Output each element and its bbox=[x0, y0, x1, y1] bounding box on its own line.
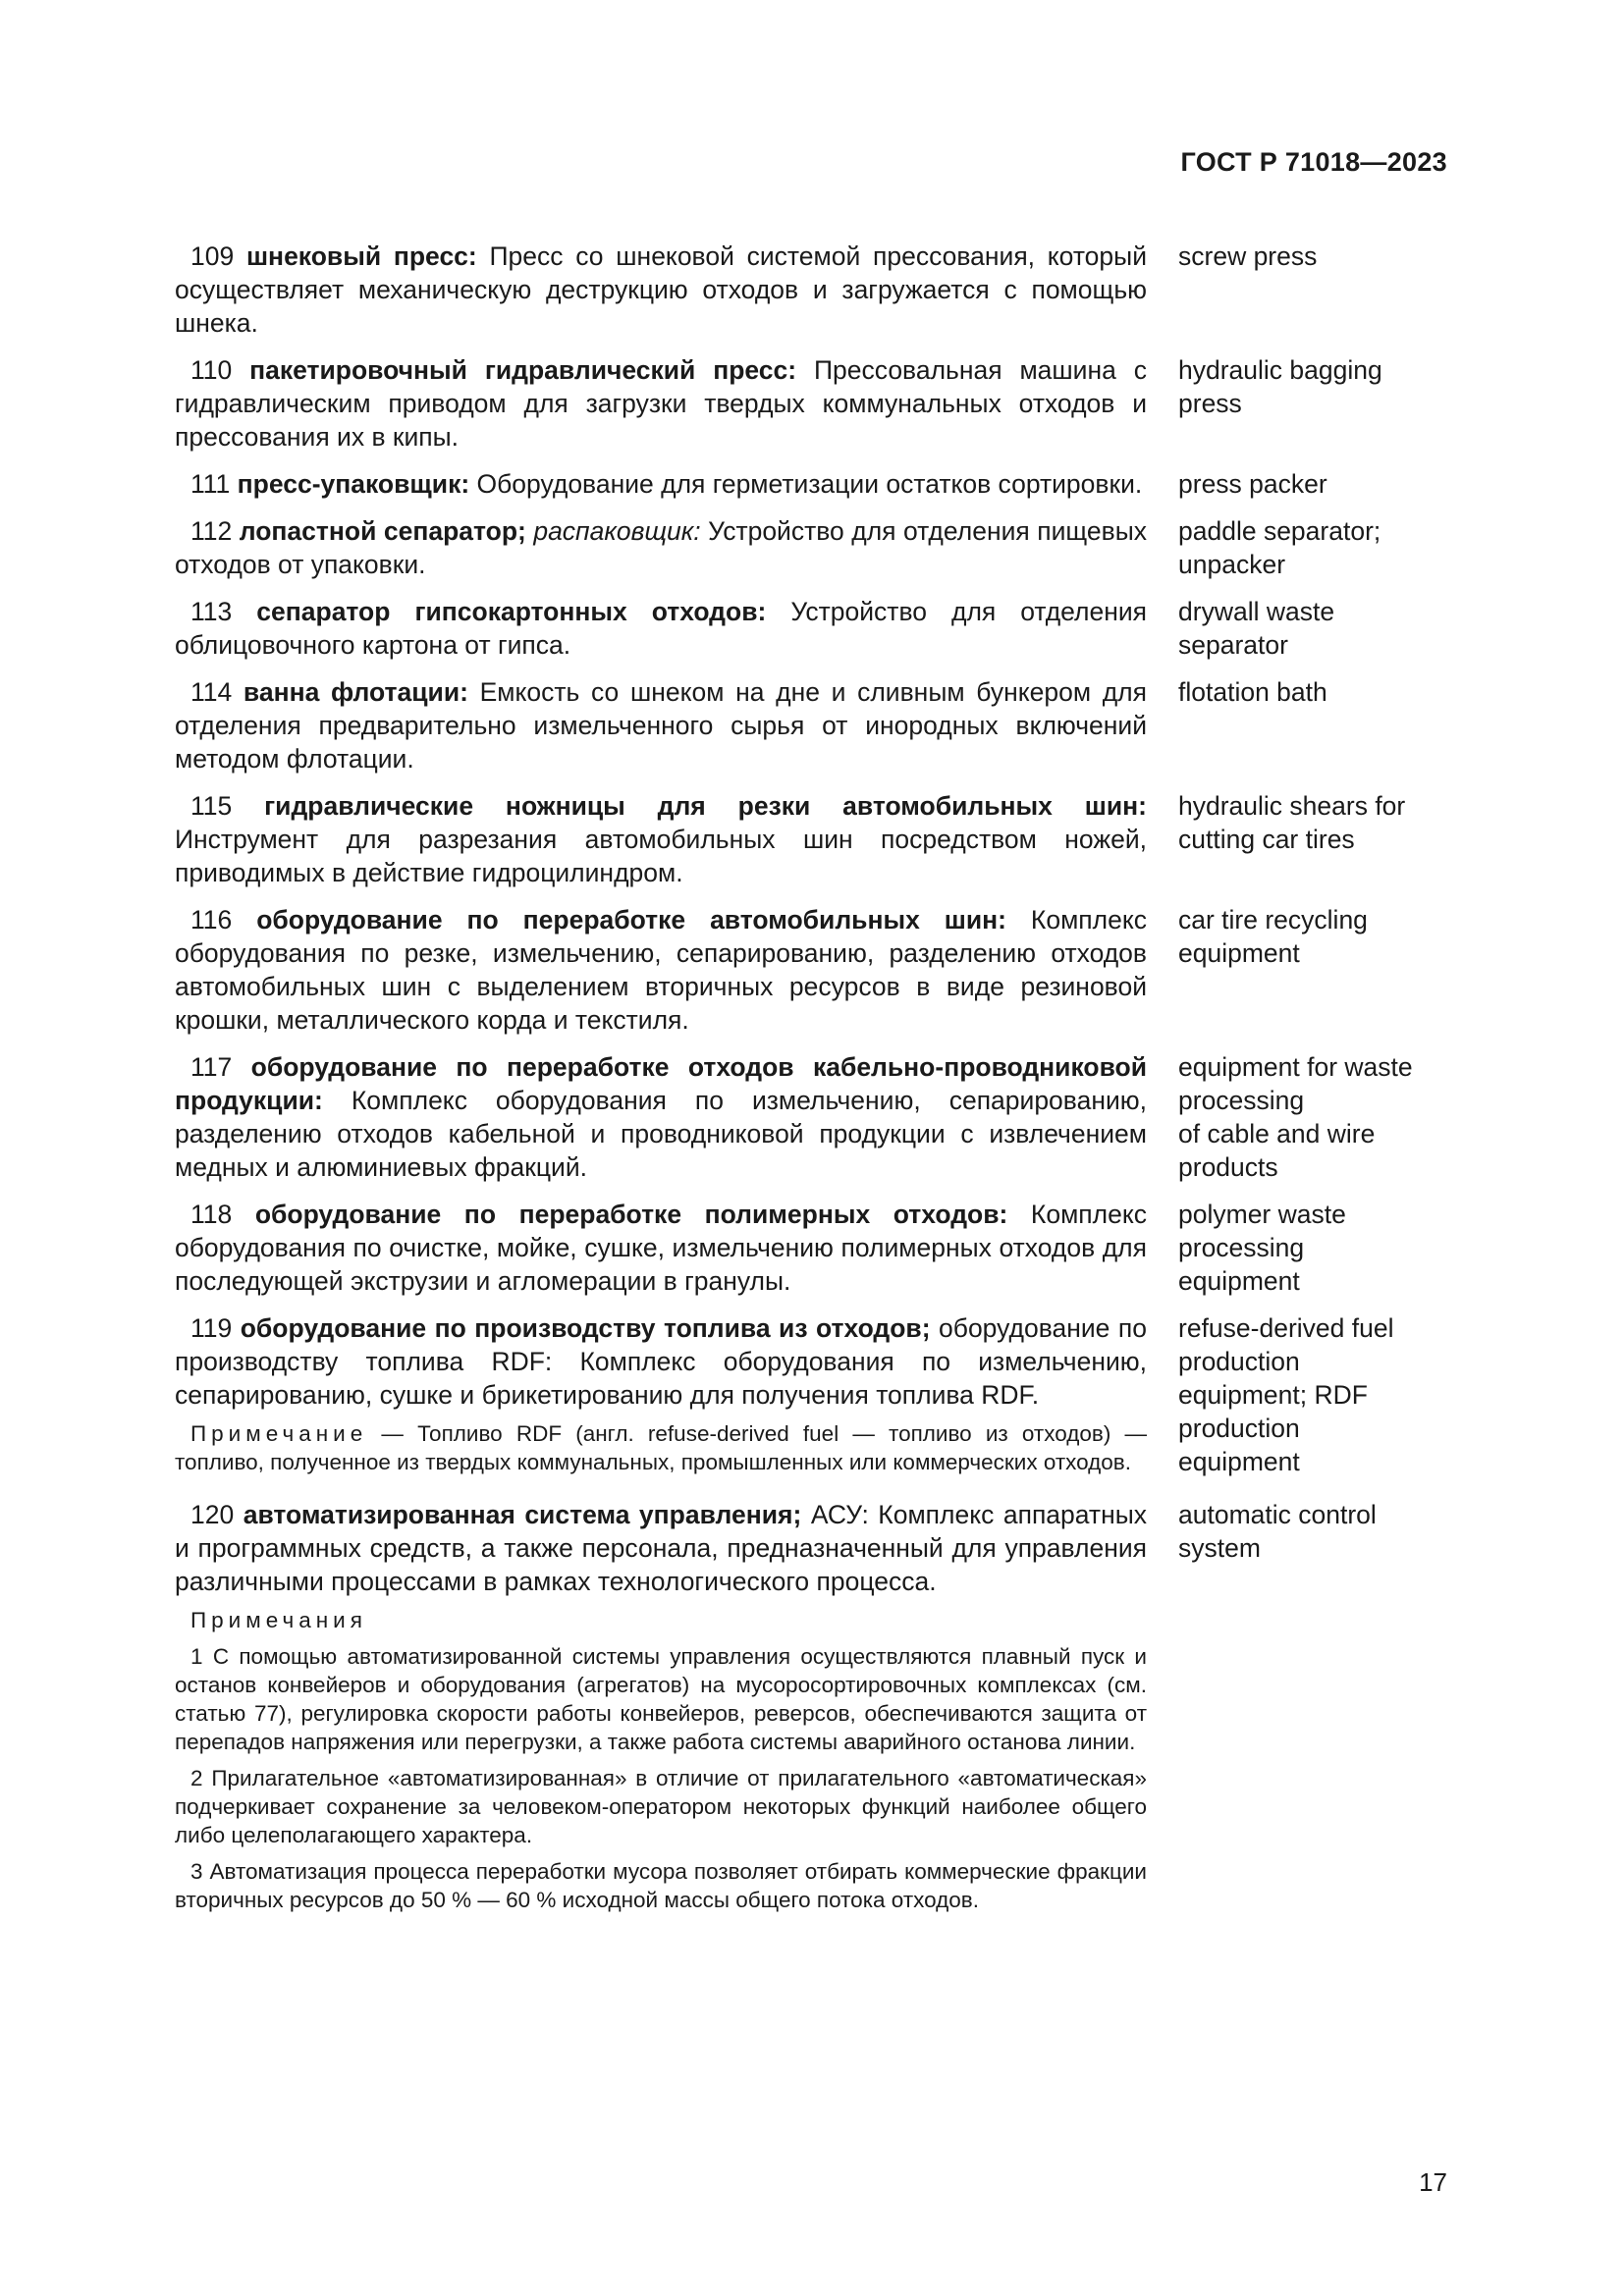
term-paragraph bbox=[175, 1311, 1147, 1412]
english-equivalent: screw press bbox=[1178, 241, 1318, 271]
term-definition: Комплекс оборудования по очистке, мойке, сушке, измельчению полимерных отходов для последующей экструзии и агломерации в гранулы. bbox=[175, 1200, 1147, 1296]
term-number: 112 bbox=[190, 516, 233, 546]
term-name: оборудование по производству топлива из отходов; bbox=[240, 1313, 931, 1343]
term-definition-block bbox=[175, 514, 1147, 581]
term-paragraph bbox=[175, 789, 1147, 889]
term-name: оборудование по переработке отходов кабельно-проводниковой продукции: bbox=[175, 1052, 1147, 1115]
term-definition: Емкость со шнеком на дне и сливным бункером для отделения предварительно измельченного сырья от инородных включений методом флотации. bbox=[175, 677, 1147, 774]
term-name: оборудование по переработке автомобильных шин: bbox=[256, 905, 1006, 934]
note-item: 3 Автоматизация процесса переработки мусора позволяет отбирать коммерческие фракции вторичных ресурсов до 50 % — 60 % исходной массы общего потока отходов. bbox=[175, 1859, 1147, 1912]
term-paragraph bbox=[175, 514, 1147, 581]
english-equivalent: drywall waste separator bbox=[1178, 597, 1335, 660]
term-paragraph bbox=[175, 1198, 1147, 1298]
term-number: 109 bbox=[190, 241, 235, 271]
term-definition: Устройство для отделения облицовочного картона от гипса. bbox=[175, 597, 1147, 660]
term-definition: Комплекс оборудования по измельчению, сепарированию, разделению отходов кабельной и проводниковой продукции с извлечением медных и алюминиевых фракций. bbox=[175, 1086, 1147, 1182]
term-paragraph bbox=[175, 240, 1147, 340]
term-entry bbox=[175, 353, 1447, 454]
term-definition-block bbox=[175, 1498, 1147, 1922]
term-name: ванна флотации: bbox=[243, 677, 468, 707]
english-equivalent: polymer waste processing equipment bbox=[1178, 1200, 1346, 1296]
term-definition: Прессовальная машина с гидравлическим приводом для загрузки твердых коммунальных отходов и прессования их в кипы. bbox=[175, 355, 1147, 452]
standard-designation: ГОСТ Р 71018—2023 bbox=[1180, 147, 1447, 177]
term-definition: Оборудование для герметизации остатков сортировки. bbox=[469, 469, 1143, 499]
term-number: 116 bbox=[190, 905, 233, 934]
term-name: сепаратор гипсокартонных отходов: bbox=[256, 597, 767, 626]
note-item: 2 Прилагательное «автоматизированная» в отличие от прилагательного «автоматическая» подчеркивает сохранение за человеком-оператором некоторых функций наиболее общего либо целеполагающего характера. bbox=[175, 1766, 1147, 1847]
term-number: 119 bbox=[190, 1313, 233, 1343]
english-equivalent: equipment for waste processing of cable and wire products bbox=[1178, 1052, 1413, 1182]
term-name: оборудование по переработке полимерных отходов: bbox=[254, 1200, 1008, 1229]
english-equivalent: refuse-derived fuel production equipment; RDF production equipment bbox=[1178, 1313, 1394, 1476]
english-equivalent: automatic control system bbox=[1178, 1500, 1377, 1563]
term-paragraph bbox=[175, 1050, 1147, 1184]
page-number: 17 bbox=[1419, 2167, 1447, 2197]
term-entry bbox=[175, 903, 1447, 1037]
term-definition: оборудование по производству топлива RDF: Комплекс оборудования по измельчению, сепарированию, сушке и брикетированию для получения топлива RDF. bbox=[175, 1313, 1147, 1410]
term-definition: Комплекс оборудования по резке, измельчению, сепарированию, разделению отходов автомобильных шин с выделением вторичных ресурсов в виде резиновой крошки, металлического корда и текстиля. bbox=[175, 905, 1147, 1035]
term-paragraph bbox=[175, 1498, 1147, 1598]
term-definition: Устройство для отделения пищевых отходов от упаковки. bbox=[175, 516, 1148, 579]
term-definition: АСУ: Комплекс аппаратных и программных средств, а также персонала, предназначенный для управления различными процессами в рамках технологического процесса. bbox=[175, 1500, 1147, 1596]
terms-list bbox=[175, 240, 1447, 1936]
term-number: 115 bbox=[190, 791, 233, 821]
term-entry bbox=[175, 595, 1447, 662]
term-name: лопастной сепаратор; bbox=[239, 516, 526, 546]
term-entry bbox=[175, 1498, 1447, 1922]
term-definition-block bbox=[175, 240, 1147, 340]
note-label: Примечание bbox=[190, 1421, 368, 1446]
term-entry bbox=[175, 1311, 1447, 1484]
term-paragraph bbox=[175, 353, 1147, 454]
english-equivalent: hydraulic shears for cutting car tires bbox=[1178, 791, 1406, 854]
term-notes bbox=[175, 1606, 1147, 1914]
note-item: 1 С помощью автоматизированной системы управления осуществляются плавный пуск и останов конвейеров и оборудования (агрегатов) на мусоросортировочных комплексах (см. статью 77), регулировка скорости работы конвейеров, реверсов, обеспечиваются защита от перепадов напряжения или перегрузки, а также работа системы аварийного останова линии. bbox=[175, 1644, 1147, 1754]
term-entry bbox=[175, 514, 1447, 581]
term-entry bbox=[175, 1050, 1447, 1184]
term-definition-block bbox=[175, 595, 1147, 662]
term-definition-block bbox=[175, 1311, 1147, 1484]
note-text: — Топливо RDF (англ. refuse-derived fuel — топливо из отходов) — топливо, полученное из твердых коммунальных, промышленных или коммерческих отходов. bbox=[175, 1421, 1147, 1474]
term-entry bbox=[175, 240, 1447, 340]
term-entry bbox=[175, 1198, 1447, 1298]
term-name: пресс-упаковщик: bbox=[237, 469, 470, 499]
term-number: 114 bbox=[190, 677, 233, 707]
term-number: 110 bbox=[190, 355, 233, 385]
term-number: 118 bbox=[190, 1200, 233, 1229]
term-definition-block bbox=[175, 789, 1147, 889]
term-paragraph bbox=[175, 903, 1147, 1037]
english-equivalent: paddle separator; unpacker bbox=[1178, 516, 1381, 579]
term-definition-block bbox=[175, 353, 1147, 454]
term-name: шнековый пресс: bbox=[245, 241, 477, 271]
term-name: автоматизированная система управления; bbox=[243, 1500, 802, 1529]
term-paragraph bbox=[175, 467, 1147, 501]
term-number: 111 bbox=[190, 469, 231, 499]
term-definition-block bbox=[175, 675, 1147, 775]
english-equivalent: press packer bbox=[1178, 469, 1327, 499]
term-name: пакетировочный гидравлический пресс: bbox=[249, 355, 797, 385]
term-entry bbox=[175, 675, 1447, 775]
term-definition-block bbox=[175, 1198, 1147, 1298]
term-paragraph bbox=[175, 595, 1147, 662]
term-note bbox=[175, 1419, 1147, 1476]
term-entry bbox=[175, 467, 1447, 501]
term-definition: Инструмент для разрезания автомобильных шин посредством ножей, приводимых в действие гидроцилиндром. bbox=[175, 825, 1147, 887]
term-number: 120 bbox=[190, 1500, 235, 1529]
term-number: 117 bbox=[190, 1052, 233, 1082]
term-definition-block bbox=[175, 903, 1147, 1037]
english-equivalent: flotation bath bbox=[1178, 677, 1327, 707]
term-synonym: распаковщик: bbox=[525, 516, 701, 546]
notes-heading: Примечания bbox=[190, 1608, 367, 1632]
english-equivalent: car tire recycling equipment bbox=[1178, 905, 1368, 968]
term-entry bbox=[175, 789, 1447, 889]
term-number: 113 bbox=[190, 597, 233, 626]
english-equivalent: hydraulic bagging press bbox=[1178, 355, 1382, 418]
term-name: гидравлические ножницы для резки автомобильных шин: bbox=[264, 791, 1147, 821]
term-definition: Пресс со шнековой системой прессования, который осуществляет механическую деструкцию отходов и загружается с помощью шнека. bbox=[175, 241, 1147, 338]
term-definition-block bbox=[175, 467, 1147, 501]
term-paragraph bbox=[175, 675, 1147, 775]
term-definition-block bbox=[175, 1050, 1147, 1184]
